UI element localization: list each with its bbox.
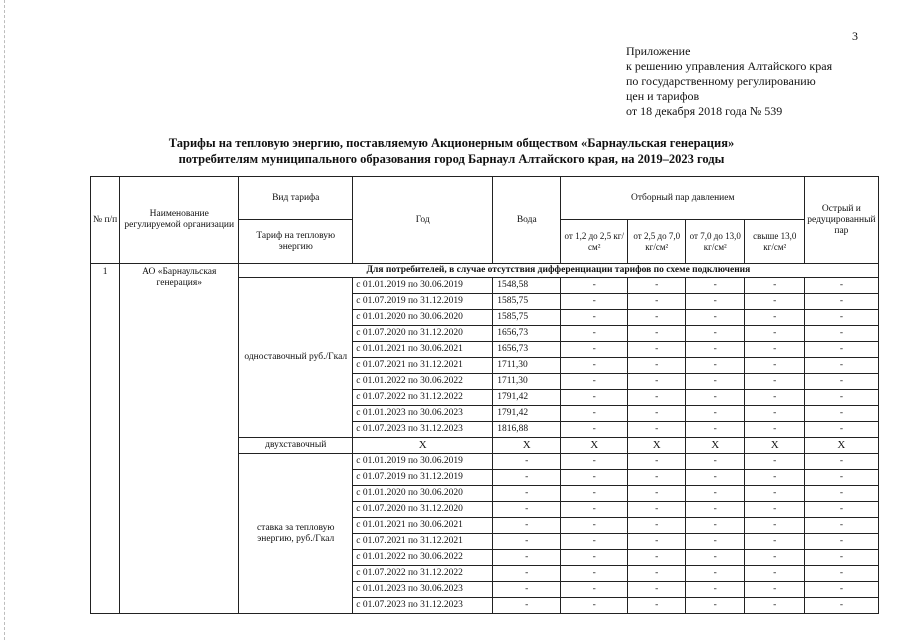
heat-rate-label: ставка за тепловую энергию, руб./Гкал (239, 454, 353, 614)
empty-dash: - (628, 598, 686, 614)
water-price: 1791,42 (493, 390, 561, 406)
appendix-block (626, 44, 832, 119)
empty-dash: - (745, 582, 805, 598)
empty-dash: - (745, 518, 805, 534)
row-number: 1 (91, 264, 120, 614)
empty-dash: - (686, 582, 745, 598)
empty-dash: - (805, 310, 878, 326)
empty-dash: - (561, 390, 628, 406)
water-price: 1711,30 (493, 358, 561, 374)
header-num: № п/п (91, 177, 120, 264)
empty-dash: - (745, 278, 805, 294)
period-cell: с 01.07.2023 по 31.12.2023 (353, 422, 493, 438)
empty-dash: - (686, 470, 745, 486)
empty-dash: - (628, 566, 686, 582)
empty-dash: - (745, 598, 805, 614)
empty-dash: - (561, 326, 628, 342)
document-title (0, 135, 903, 167)
empty-dash: - (686, 422, 745, 438)
empty-dash: - (745, 390, 805, 406)
empty-dash: - (745, 326, 805, 342)
water-price: 1816,88 (493, 422, 561, 438)
period-cell: с 01.01.2023 по 30.06.2023 (353, 406, 493, 422)
empty-dash: - (686, 550, 745, 566)
empty-dash: - (745, 454, 805, 470)
period-cell: с 01.01.2022 по 30.06.2022 (353, 374, 493, 390)
empty-dash: - (805, 342, 878, 358)
period-cell: с 01.01.2020 по 30.06.2020 (353, 486, 493, 502)
water-price: 1791,42 (493, 406, 561, 422)
empty-dash: - (628, 278, 686, 294)
period-cell: с 01.01.2022 по 30.06.2022 (353, 550, 493, 566)
empty-dash: - (686, 278, 745, 294)
period-cell: с 01.01.2019 по 30.06.2019 (353, 278, 493, 294)
empty-dash: - (745, 310, 805, 326)
organization-name: АО «Барнаульская генерация» (120, 264, 239, 614)
empty-dash: - (493, 518, 561, 534)
empty-dash: - (686, 518, 745, 534)
empty-dash: - (628, 502, 686, 518)
header-sharp-steam: Острый и редуцированный пар (805, 177, 878, 264)
empty-dash: - (493, 566, 561, 582)
empty-dash: - (561, 422, 628, 438)
empty-dash: - (805, 534, 878, 550)
appendix-line: от 18 декабря 2018 года № 539 (626, 104, 783, 118)
empty-dash: - (628, 422, 686, 438)
header-water: Вода (493, 177, 561, 264)
title-line-2: потребителям муниципального образования город Барнаул Алтайского края, на 2019–2023 годы (178, 152, 725, 166)
empty-dash: - (686, 598, 745, 614)
header-steam-2: от 2,5 до 7,0 кг/см² (628, 220, 686, 264)
empty-dash: - (745, 342, 805, 358)
water-price: 1656,73 (493, 342, 561, 358)
period-cell: с 01.07.2022 по 31.12.2022 (353, 390, 493, 406)
scan-edge (4, 0, 5, 640)
x-mark: Х (745, 438, 805, 454)
x-mark: Х (353, 438, 493, 454)
empty-dash: - (686, 406, 745, 422)
empty-dash: - (561, 406, 628, 422)
empty-dash: - (561, 566, 628, 582)
empty-dash: - (628, 390, 686, 406)
empty-dash: - (628, 486, 686, 502)
header-steam-4: свыше 13,0 кг/см² (745, 220, 805, 264)
header-tariff-sub: Тариф на тепловую энергию (239, 220, 353, 264)
empty-dash: - (805, 278, 878, 294)
water-price: 1656,73 (493, 326, 561, 342)
empty-dash: - (628, 534, 686, 550)
empty-dash: - (805, 390, 878, 406)
empty-dash: - (561, 598, 628, 614)
empty-dash: - (805, 486, 878, 502)
empty-dash: - (628, 406, 686, 422)
empty-dash: - (493, 598, 561, 614)
period-cell: с 01.01.2019 по 30.06.2019 (353, 454, 493, 470)
empty-dash: - (686, 326, 745, 342)
empty-dash: - (745, 486, 805, 502)
empty-dash: - (805, 358, 878, 374)
water-price: 1585,75 (493, 294, 561, 310)
empty-dash: - (561, 358, 628, 374)
empty-dash: - (805, 294, 878, 310)
period-cell: с 01.07.2019 по 31.12.2019 (353, 470, 493, 486)
empty-dash: - (686, 454, 745, 470)
period-cell: с 01.01.2021 по 30.06.2021 (353, 518, 493, 534)
empty-dash: - (745, 422, 805, 438)
water-price: 1585,75 (493, 310, 561, 326)
empty-dash: - (628, 470, 686, 486)
empty-dash: - (805, 566, 878, 582)
header-steam: Отборный пар давлением (561, 177, 805, 220)
empty-dash: - (686, 390, 745, 406)
empty-dash: - (493, 502, 561, 518)
empty-dash: - (745, 566, 805, 582)
x-mark: Х (493, 438, 561, 454)
two-rate-label: двухставочный (239, 438, 353, 454)
x-mark: Х (628, 438, 686, 454)
appendix-line: цен и тарифов (626, 89, 700, 103)
period-cell: с 01.01.2020 по 30.06.2020 (353, 310, 493, 326)
tariff-table (90, 176, 879, 614)
empty-dash: - (805, 518, 878, 534)
empty-dash: - (745, 294, 805, 310)
period-cell: с 01.07.2020 по 31.12.2020 (353, 502, 493, 518)
empty-dash: - (628, 374, 686, 390)
empty-dash: - (561, 534, 628, 550)
empty-dash: - (493, 534, 561, 550)
empty-dash: - (686, 358, 745, 374)
period-cell: с 01.01.2021 по 30.06.2021 (353, 342, 493, 358)
empty-dash: - (628, 550, 686, 566)
empty-dash: - (805, 598, 878, 614)
empty-dash: - (805, 550, 878, 566)
empty-dash: - (686, 310, 745, 326)
water-price: 1711,30 (493, 374, 561, 390)
empty-dash: - (493, 454, 561, 470)
empty-dash: - (561, 582, 628, 598)
period-cell: с 01.07.2020 по 31.12.2020 (353, 326, 493, 342)
empty-dash: - (745, 534, 805, 550)
period-cell: с 01.07.2019 по 31.12.2019 (353, 294, 493, 310)
empty-dash: - (805, 422, 878, 438)
empty-dash: - (561, 310, 628, 326)
empty-dash: - (561, 294, 628, 310)
empty-dash: - (561, 550, 628, 566)
empty-dash: - (805, 406, 878, 422)
empty-dash: - (561, 502, 628, 518)
empty-dash: - (805, 326, 878, 342)
empty-dash: - (561, 470, 628, 486)
header-year: Год (353, 177, 493, 264)
empty-dash: - (628, 326, 686, 342)
empty-dash: - (686, 342, 745, 358)
empty-dash: - (686, 294, 745, 310)
empty-dash: - (628, 294, 686, 310)
appendix-line: к решению управления Алтайского края (626, 59, 833, 73)
empty-dash: - (805, 582, 878, 598)
page-number: 3 (852, 29, 858, 43)
empty-dash: - (561, 518, 628, 534)
empty-dash: - (745, 550, 805, 566)
period-cell: с 01.07.2021 по 31.12.2021 (353, 358, 493, 374)
title-line-1: Тарифы на тепловую энергию, поставляемую Акционерным обществом «Барнаульская генерация» (168, 136, 735, 150)
empty-dash: - (628, 310, 686, 326)
empty-dash: - (628, 518, 686, 534)
empty-dash: - (561, 374, 628, 390)
empty-dash: - (805, 470, 878, 486)
water-price: 1548,58 (493, 278, 561, 294)
empty-dash: - (493, 582, 561, 598)
empty-dash: - (745, 374, 805, 390)
empty-dash: - (628, 454, 686, 470)
empty-dash: - (628, 582, 686, 598)
empty-dash: - (805, 374, 878, 390)
header-tariff-kind: Вид тарифа (239, 177, 353, 220)
x-mark: Х (561, 438, 628, 454)
x-mark: Х (686, 438, 745, 454)
empty-dash: - (686, 534, 745, 550)
empty-dash: - (745, 358, 805, 374)
empty-dash: - (745, 470, 805, 486)
header-steam-1: от 1,2 до 2,5 кг/см² (561, 220, 628, 264)
empty-dash: - (628, 358, 686, 374)
empty-dash: - (686, 566, 745, 582)
empty-dash: - (561, 278, 628, 294)
empty-dash: - (561, 486, 628, 502)
empty-dash: - (493, 470, 561, 486)
empty-dash: - (686, 502, 745, 518)
period-cell: с 01.07.2021 по 31.12.2021 (353, 534, 493, 550)
empty-dash: - (493, 550, 561, 566)
empty-dash: - (745, 502, 805, 518)
period-cell: с 01.07.2023 по 31.12.2023 (353, 598, 493, 614)
empty-dash: - (493, 486, 561, 502)
appendix-line: Приложение (626, 44, 691, 58)
empty-dash: - (805, 454, 878, 470)
header-steam-3: от 7,0 до 13,0 кг/см² (686, 220, 745, 264)
period-cell: с 01.07.2022 по 31.12.2022 (353, 566, 493, 582)
empty-dash: - (805, 502, 878, 518)
empty-dash: - (628, 342, 686, 358)
empty-dash: - (561, 454, 628, 470)
header-organization: Наименование регулируемой организации (120, 177, 239, 264)
empty-dash: - (686, 486, 745, 502)
empty-dash: - (745, 406, 805, 422)
empty-dash: - (561, 342, 628, 358)
x-mark: Х (805, 438, 878, 454)
empty-dash: - (686, 374, 745, 390)
appendix-line: по государственному регулированию (626, 74, 816, 88)
section-label: Для потребителей, в случае отсутствия дифференциации тарифов по схеме подключения (239, 264, 878, 278)
single-rate-label: одноставочный руб./Гкал (239, 278, 353, 438)
period-cell: с 01.01.2023 по 30.06.2023 (353, 582, 493, 598)
